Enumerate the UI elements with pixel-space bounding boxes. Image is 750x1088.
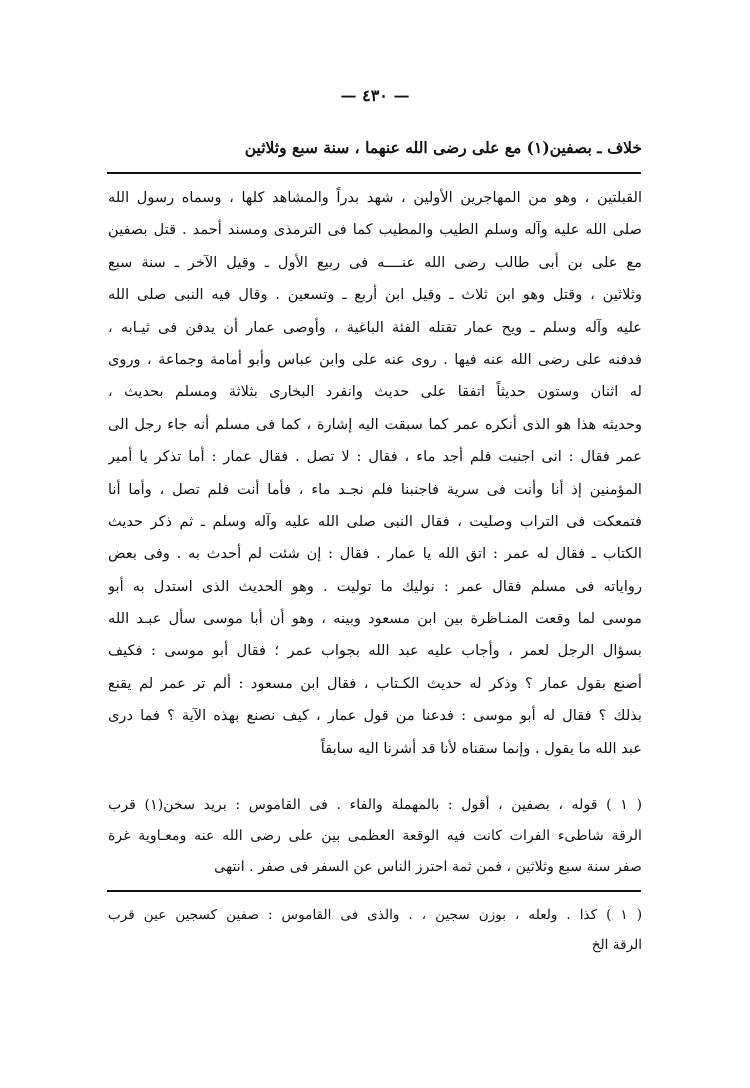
footnote-2 [108, 900, 642, 960]
text-line: مع على بن أبى طالب رضى الله عنــــه فى ربيع الأول ـ وقيل الآخر ـ سنة سبع [108, 253, 642, 271]
text-line: وثلاثين ، وقتل وهو ابن ثلاث ـ وقيل ابن أربع ـ وتسعين . وقال فيه النبى صلى الله [108, 286, 642, 304]
text-line: بذلك ؟ فقال له أبو موسى : فدعنا من قول عمار ، كيف نصنع بهذه الآية ؟ فما درى [108, 707, 642, 725]
running-head: خلاف ـ بصفين(١) مع على رضى الله عنهما ، سنة سبع وثلاثين [244, 138, 642, 157]
text-line: المؤمنين إذ أنا وأنت فى سرية فاجنبنا فلم نجـد ماء ، فأما أنت فلم تصل ، وأما أنا [108, 480, 642, 498]
footnote-line: ( ١ ) قوله ، بصفين ، أقول : بالمهملة والفاء . فى القاموس : بريد سخن(١) قرب [108, 797, 642, 813]
text-line: موسى لما وقعت المنـاظرة بين ابن مسعود وبينه ، وهو أن أبا موسى سأل عبـد الله [108, 610, 642, 628]
text-line: وحديثه هذا هو الذى أنكره عمر كما سبقت اليه إشارة ، كما فى مسلم أنه جاء رجل الى [108, 415, 642, 433]
header-rule [107, 172, 641, 174]
text-line: عمر فقال : انى اجنبت فلم أجد ماء ، فقال : لا تصل . فقال عمار : أما تذكر يا أمير [108, 448, 642, 466]
main-text [108, 182, 642, 765]
footnote-line: ( ١ ) كذا . ولعله ، بوزن سجين ، . والذى فى القاموس : صفين كسجين عين قرب [108, 907, 642, 923]
text-line: صلى الله عليه وآله وسلم الطيب والمطيب كما فى الترمذى ومسند أحمد . قتل بصفين [108, 221, 642, 239]
text-line: القبلتين ، وهو من المهاجرين الأولين ، شهد بدراً والمشاهد كلها ، وسماه رسول الله [108, 189, 642, 206]
text-line: فدفنه على رضى الله عنه فيها . روى عنه على وابن عباس وأبو أمامة وجماعة ، وروى [108, 350, 642, 368]
text-line: عبد الله ما يقول . وإنما سقناه لأنا قد أشرنا اليه سابقاً [320, 739, 642, 757]
footnote-line: الرقة الخ [591, 937, 642, 953]
footnote-line: الرقة شاطىء الفرات كانت فيه الوقعة العظمى بين على رضى الله عنه ومعـاوية غرة [108, 828, 642, 844]
footnote-line: صفر سنة سبع وثلاثين ، فمن ثمة احترز الناس عن السفر فى صفر . انتهى [214, 859, 642, 875]
text-line: أصنع بقول عمار ؟ وذكر له حديث الكـتاب ، فقال ابن مسعود : ألم تر عمر لم يقنع [108, 674, 642, 692]
text-line: له اثنان وستون حديثاً اتفقا على حديث وانفرد البخارى بثلاثة ومسلم بحديث ، [108, 383, 642, 401]
page-number: — ٤٣٠ — [340, 86, 410, 105]
text-line: فتمعكت فى التراب وصليت ، فقال النبى صلى الله عليه وآله وسلم ـ ثم ذكر حديث [108, 512, 642, 530]
text-line: بسؤال الرجل لعمر ، وأجاب عليه عبد الله بجواب عمر ؛ فقال أبو موسى : فكيف [108, 642, 642, 660]
text-line: الكتاب ـ فقال له عمر : اتق الله يا عمار . فقال : إن شئت لم أحدث به . وفى بعض [108, 545, 642, 563]
text-line: عليه وآله وسلم ـ ويح عمار تقتله الفئة الباغية ، وأوصى عمار أن يدفن فى ثيـابه ، [108, 318, 642, 336]
footnote-rule [107, 890, 641, 892]
footnote-1 [108, 790, 642, 883]
text-line: رواياته فى مسلم فقال عمر : نوليك ما توليت . وهو الحديث الذى استدل به أبو [108, 577, 642, 595]
